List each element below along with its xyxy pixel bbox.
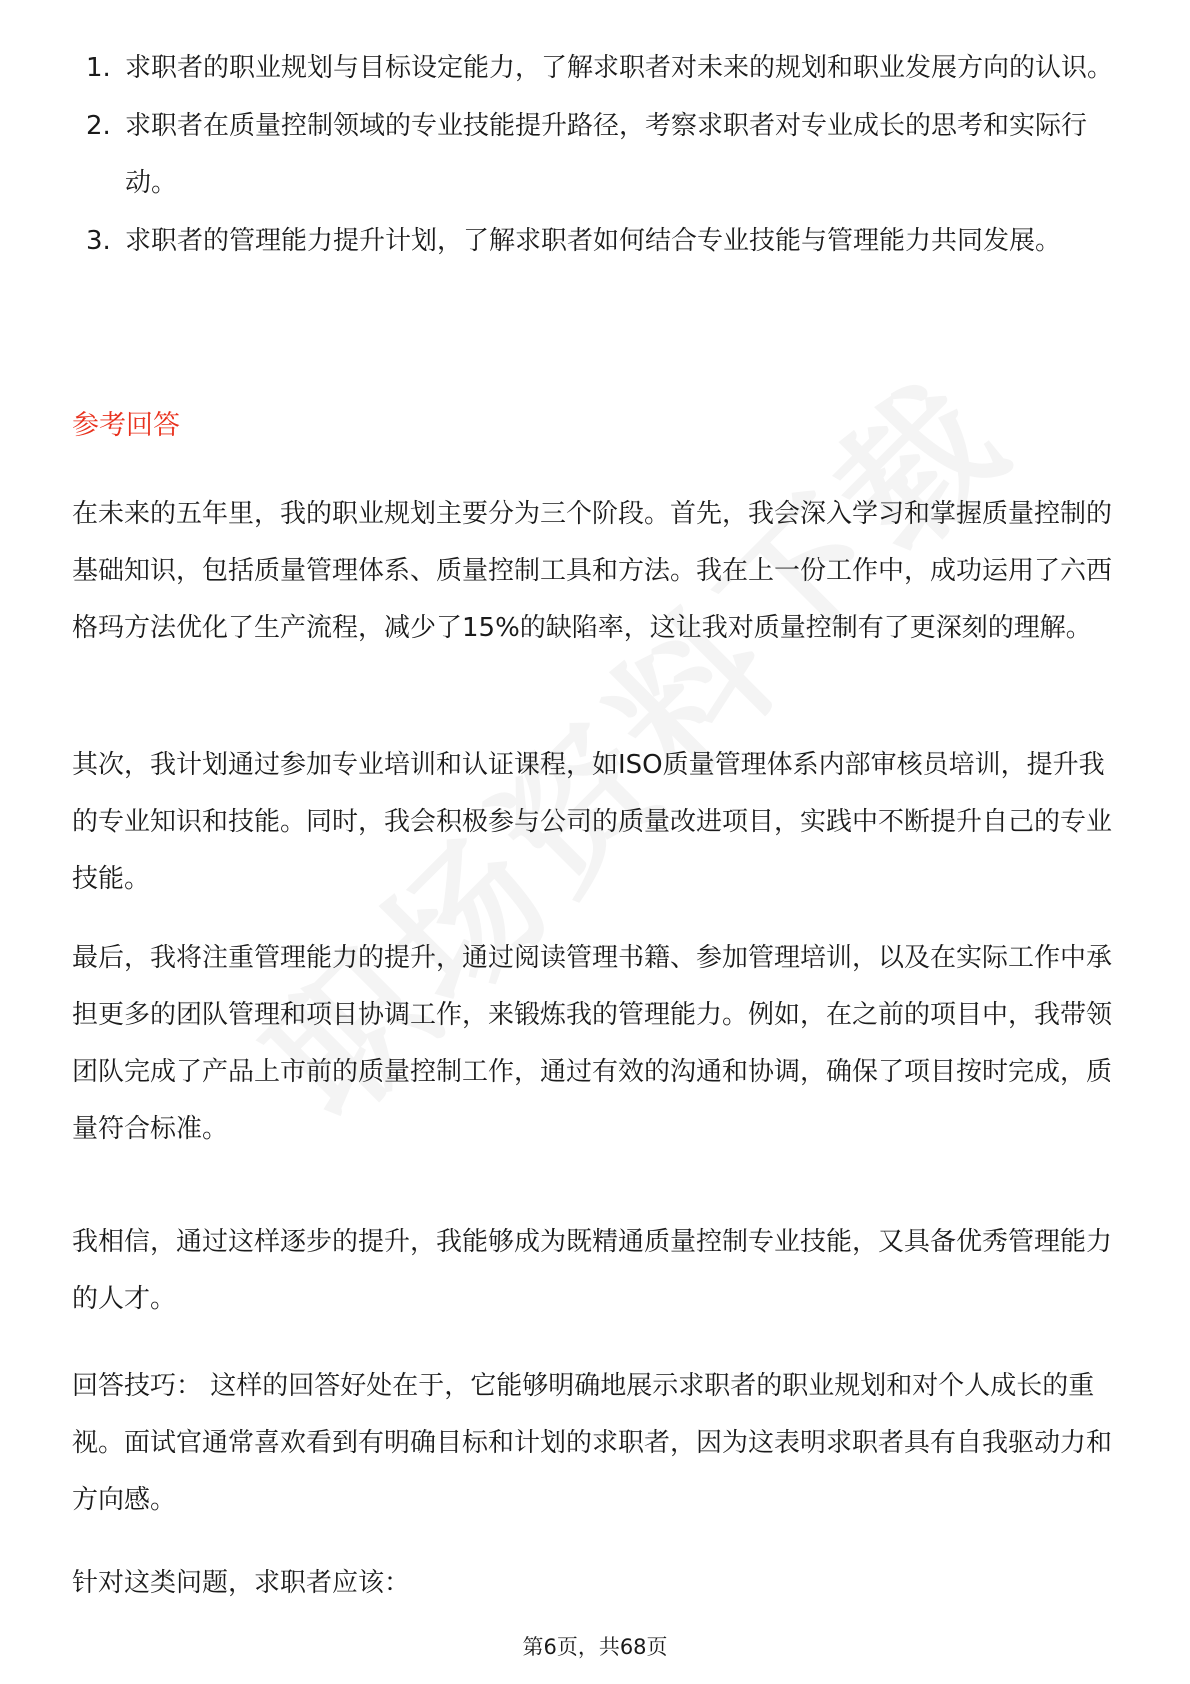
list-item-number: 3.: [86, 226, 111, 256]
paragraph-4: 我相信，通过这样逐步的提升，我能够成为既精通质量控制专业技能，又具备优秀管理能力的人才。: [72, 1227, 1113, 1314]
list-item-text: 求职者在质量控制领域的专业技能提升路径，考察求职者对专业成长的思考和实际行动。: [125, 111, 1088, 198]
list-item-number: 1.: [86, 53, 111, 83]
list-item-text: 求职者的管理能力提升计划，了解求职者如何结合专业技能与管理能力共同发展。: [125, 226, 1062, 256]
paragraph-1: 在未来的五年里，我的职业规划主要分为三个阶段。首先，我会深入学习和掌握质量控制的基础知识，包括质量管理体系、质量控制工具和方法。我在上一份工作中，成功运用了六西格玛方法优化了生产流程，减少了15%的缺陷率，这让我对质量控制有了更深刻的理解。: [72, 499, 1113, 643]
list-item-text: 求职者的职业规划与目标设定能力，了解求职者对未来的规划和职业发展方向的认识。: [125, 53, 1114, 83]
paragraph-6: 针对这类问题，求职者应该：: [72, 1568, 411, 1598]
list-item-number: 2.: [86, 111, 111, 141]
numbered-list: [0, 40, 1190, 271]
paragraph-2: 其次，我计划通过参加专业培训和认证课程，如ISO质量管理体系内部审核员培训，提升我的专业知识和技能。同时，我会积极参与公司的质量改进项目，实践中不断提升自己的专业技能。: [72, 750, 1113, 894]
page-footer: 第6页，共68页: [522, 1635, 668, 1659]
answer-tips-paragraph: 回答技巧： 这样的回答好处在于，它能够明确地展示求职者的职业规划和对个人成长的重视。面试官通常喜欢看到有明确目标和计划的求职者，因为这表明求职者具有自我驱动力和方向感。: [72, 1371, 1113, 1515]
section-heading: 参考回答: [72, 410, 180, 441]
list-item: [0, 213, 1115, 270]
paragraph-3: 最后，我将注重管理能力的提升，通过阅读管理书籍、参加管理培训，以及在实际工作中承担更多的团队管理和项目协调工作，来锻炼我的管理能力。例如，在之前的项目中，我带领团队完成了产品上市前的质量控制工作，通过有效的沟通和协调，确保了项目按时完成，质量符合标准。: [72, 943, 1113, 1144]
list-item: [0, 98, 1115, 212]
list-item: [0, 40, 1115, 97]
